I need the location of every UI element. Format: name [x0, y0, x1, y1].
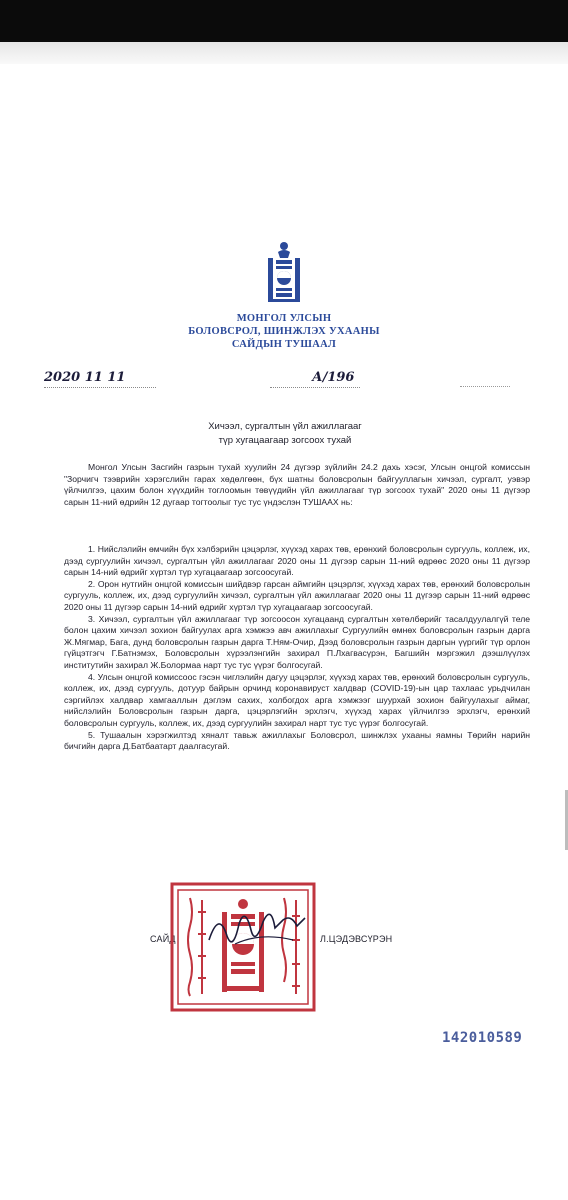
- clause-item: 2. Орон нутгийн онцгой комиссын шийдвэр гарсан аймгийн цэцэрлэг, хүүхэд харах төв, ерөнхий боловсролын сургууль, коллеж, их, дээд сургуулийн хичээл, сургалтын үйл ажиллагааг 2020 оны 11 дүгээр сарын 11-ний өдрөөс 2020 оны 11 дүгээр сарын 14-ний өдрийг хүртэл түр хугацаагаар зогсоосугай.: [64, 578, 530, 612]
- clause-item: 1. Нийслэлийн өмчийн бүх хэлбэрийн цэцэрлэг, хүүхэд харах төв, ерөнхий боловсролын сургууль, коллеж, их, дээд сургуулийн хичээл, сургалтын үйл ажиллагааг 2020 оны 11 дүгээр сарын 11-ний өдрөөс 2020 оны 11 дүгээр сарын 14-ний өдрийг хүртэл түр хугацаагаар зогсоосугай.: [64, 544, 530, 578]
- date-underline: [44, 386, 156, 388]
- status-bar: [0, 0, 568, 42]
- signatory-name: Л.ЦЭДЭВСҮРЭН: [320, 934, 393, 944]
- clause-item: 3. Хичээл, сургалтын үйл ажиллагааг түр зогсоосон хугацаанд сургалтын хөтөлбөрийг тасалдуулалгүй теле болон цахим хичээл зохион байгуулах арга хэмжээ авч ажиллахыг Сургуулийн өмнөх боловсролын газрын дарга Ж.Мягмар, Бага, дунд боловсролын газрын дарга Т.Ням-Очир, Дээд боловсролын газрын даргын үүргийг түр орлон гүйцэтгэгч Г.Батнэмэх, Боловсролын хүрээлэнгийн захирал П.Лхагвасүрэн, Багшийн мэргэжил дээшлүүлэх институтийн захирал Ж.Болормаа нарт тус тус үүрэг болгосугай.: [64, 613, 530, 670]
- order-clauses: [64, 544, 530, 753]
- app-header-shadow: [0, 42, 568, 64]
- subject-line2: түр хугацаагаар зогсоох тухай: [218, 435, 352, 446]
- clause-item: 4. Улсын онцгой комиссоос гэсэн чиглэлийн дагуу цэцэрлэг, хүүхэд харах төв, ерөнхий боловсролын сургууль, коллеж, их, дээд сургууль, дотуур байрын орчинд коронавируст халдвар (COVID-19)-ын цар тахлаас урьдчилан сэргийлэх халдвар хамгааллын дэглэм сахих, холбогдох арга хэмжээг шуурхай зохион байгуулахыг аймаг, нийслэлийн Боловсролын газрын дарга, цэцэрлэгийн эрхлэгч, хүүхэд харах үйлчилгээ эрхлэгч, ерөнхий боловсролын сургууль, коллеж, их, дээд сургуулийн захирал нарт тус тус үүрэг болгосугай.: [64, 671, 530, 728]
- subject-line1: Хичээл, сургалтын үйл ажиллагааг: [208, 421, 362, 432]
- ministry-name-line2: БОЛОВСРОЛ, ШИНЖЛЭХ УХААНЫ: [188, 326, 380, 337]
- minister-signature: [205, 900, 310, 960]
- preamble-text: Монгол Улсын Засгийн газрын тухай хуулийн 24 дүгээр зүйлийн 24.2 дахь хэсэг, Улсын онцгой комиссын "Зорчигч тээврийн хэрэгслийн гарах хөдөлгөөн, бүх шатны боловсролын байгууллагын хичээл, сургалт, уэвэр үйлчилгээ, цахим болон хүүхдийн тоглоомын төвүүдийн үйл ажиллагааг түр зогсоох тухай" 2020 оны 11 дүгээр сарын 11-ний өдрийн 12 дугаар тогтоолыг тус тус үндэслэн ТУШААХ нь:: [64, 462, 530, 507]
- signatory-title: САЙД: [150, 934, 176, 944]
- order-date: 2020 11 11: [44, 370, 126, 385]
- document-serial-number: 142010589: [442, 1030, 523, 1046]
- place-underline: [460, 386, 510, 387]
- number-underline: [270, 386, 360, 388]
- order-preamble: [64, 462, 530, 508]
- order-number: А/196: [312, 370, 355, 385]
- state-emblem-icon: [264, 240, 304, 306]
- ministry-name-line1: МОНГОЛ УЛСЫН: [236, 313, 332, 324]
- clause-item: 5. Тушаалын хэрэгжилтэд хяналт тавьж ажиллахыг Боловсрол, шинжлэх ухааны яамны Төрийн нарийн бичгийн дарга Д.Батбаатарт даалгасугай.: [64, 729, 530, 752]
- document-type: САЙДЫН ТУШААЛ: [231, 339, 337, 350]
- order-subject: [150, 420, 420, 448]
